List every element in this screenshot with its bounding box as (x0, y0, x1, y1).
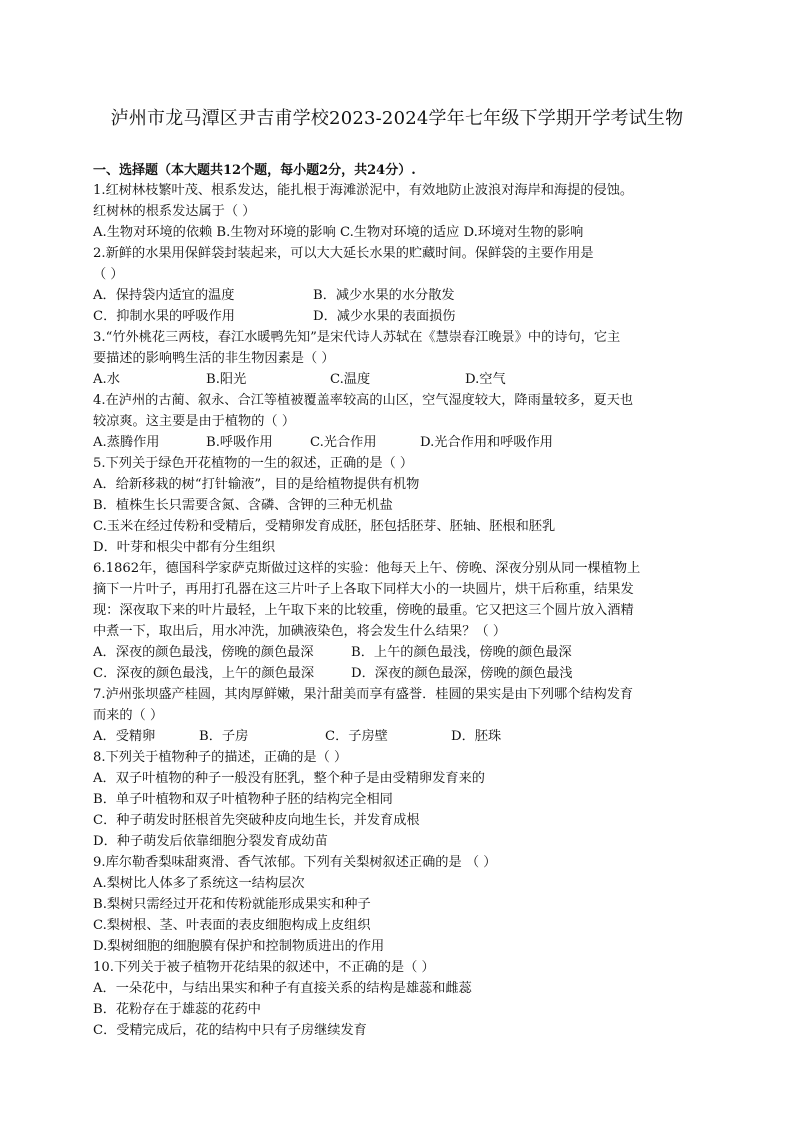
q10-option-b: B．花粉存在于雄蕊的花药中 (93, 1002, 261, 1017)
q5-stem: 5.下列关于绿色开花植物的一生的叙述，正确的是（ ） (93, 456, 414, 471)
q4-option-c: C.光合作用 (310, 435, 377, 450)
q4-option-a: A.蒸腾作用 (93, 435, 160, 450)
q7-option-b: B．子房 (199, 729, 249, 744)
q6-stem-line4: 中煮一下，取出后，用水冲洗，加碘液染色，将会发生什么结果？（ ） (93, 624, 507, 639)
q3-option-c: C.温度 (330, 372, 371, 387)
q9-option-d: D.梨树细胞的细胞膜有保护和控制物质进出的作用 (93, 939, 385, 954)
q6-options-row2 (93, 663, 693, 684)
q6-options-row1 (93, 642, 693, 663)
q8-option-b: B．单子叶植物和双子叶植物种子胚的结构完全相同 (93, 792, 393, 807)
question-list (93, 180, 693, 1041)
q7-stem-line2: 而来的（ ） (93, 708, 164, 723)
q2-options-row1 (93, 285, 693, 306)
q8-option-c: C．种子萌发时胚根首先突破种皮向地生长，并发育成根 (93, 813, 420, 828)
q7-stem-line1: 7.泸州张坝盛产桂圆，其肉厚鲜嫩，果汁甜美而享有盛誉．桂圆的果实是由下列哪个结构发育 (93, 687, 634, 702)
q4-options (93, 432, 693, 453)
document-title: 泸州市龙马潭区尹吉甫学校2023-2024学年七年级下学期开学考试生物 (110, 108, 684, 129)
q7-options (93, 726, 693, 747)
q5-option-c: C.玉米在经过传粉和受精后，受精卵发育成胚，胚包括胚芽、胚轴、胚根和胚乳 (93, 519, 556, 534)
q5-option-b: B．植株生长只需要含氮、含磷、含钾的三种无机盐 (93, 498, 393, 513)
q7-option-d: D．胚珠 (451, 729, 502, 744)
q6-option-b: B．上午的颜色最浅，傍晚的颜色最深 (351, 645, 572, 660)
q4-option-b: B.呼吸作用 (206, 435, 273, 450)
q9-option-a: A.梨树比人体多了系统这一结构层次 (93, 876, 305, 891)
q3-options (93, 369, 693, 390)
q2-option-b: B．减少水果的水分散发 (313, 288, 455, 303)
q10-option-c: C．受精完成后，花的结构中只有子房继续发育 (93, 1023, 367, 1038)
q3-option-a: A.水 (93, 372, 120, 387)
q8-stem: 8.下列关于植物种子的描述，正确的是（ ） (93, 750, 348, 765)
q2-option-c: C．抑制水果的呼吸作用 (93, 309, 235, 324)
q2-stem-line1: 2.新鲜的水果用保鲜袋封装起来，可以大大延长水果的贮藏时间。保鲜袋的主要作用是 (93, 246, 594, 261)
q4-option-d: D.光合作用和呼吸作用 (420, 435, 553, 450)
q4-stem-line1: 4.在泸州的古蔺、叙永、合江等植被覆盖率较高的山区，空气湿度较大，降雨量较多，夏天也 (93, 393, 634, 408)
q3-option-b: B.阳光 (206, 372, 247, 387)
q5-option-a: A．给新移栽的树“打针输液”，目的是给植物提供有机物 (93, 477, 420, 492)
q9-stem: 9.库尔勒香梨味甜爽滑、香气浓郁。下列有关梨树叙述正确的是 （ ） (93, 855, 497, 870)
q10-stem: 10.下列关于被子植物开花结果的叙述中，不正确的是（ ） (93, 960, 435, 975)
q2-option-d: D．减少水果的表面损伤 (313, 309, 456, 324)
q8-option-a: A．双子叶植物的种子一般没有胚乳，整个种子是由受精卵发育来的 (93, 771, 485, 786)
q10-option-a: A．一朵花中，与结出果实和种子有直接关系的结构是雄蕊和雌蕊 (93, 981, 472, 996)
q3-stem-line2: 要描述的影响鸭生活的非生物因素是（ ） (93, 351, 335, 366)
q2-stem-line2: （ ） (93, 267, 124, 282)
q6-stem-line1: 6.1862年，德国科学家萨克斯做过这样的实验：他每天上午、傍晚、深夜分别从同一棵植物上 (93, 561, 641, 576)
q6-stem-line3: 现：深夜取下来的叶片最轻，上午取下来的比较重，傍晚的最重。它又把这三个圆片放入酒精 (93, 603, 634, 618)
q3-option-d: D.空气 (465, 372, 506, 387)
q9-option-c: C.梨树根、茎、叶表面的表皮细胞构成上皮组织 (93, 918, 371, 933)
q7-option-c: C．子房壁 (325, 729, 388, 744)
q4-stem-line2: 较凉爽。这主要是由于植物的（ ） (93, 414, 296, 429)
q6-option-a: A．深夜的颜色最浅，傍晚的颜色最深 (93, 645, 314, 660)
section-heading: 一、选择题（本大题共12个题，每小题2分，共24分）. (93, 163, 416, 178)
q8-option-d: D．种子萌发后依靠细胞分裂发育成幼苗 (93, 834, 328, 849)
q6-option-d: D．深夜的颜色最深，傍晚的颜色最浅 (351, 666, 573, 681)
q3-stem-line1: 3.“竹外桃花三两枝，春江水暖鸭先知”是宋代诗人苏轼在《慧崇春江晚景》中的诗句，它主 (93, 330, 621, 345)
q2-options-row2 (93, 306, 693, 327)
q6-option-c: C．深夜的颜色最浅，上午的颜色最深 (93, 666, 315, 681)
q6-stem-line2: 摘下一片叶子，再用打孔器在这三片叶子上各取下同样大小的一块圆片，烘干后称重，结果发 (93, 582, 634, 597)
q5-option-d: D．叶芽和根尖中都有分生组织 (93, 540, 276, 555)
q1-stem-line2: 红树林的根系发达属于（ ） (93, 204, 256, 219)
q9-option-b: B.梨树只需经过开花和传粉就能形成果实和种子 (93, 897, 371, 912)
q2-option-a: A．保持袋内适宜的温度 (93, 288, 235, 303)
q1-options: A.生物对环境的依赖 B.生物对环境的影响 C.生物对环境的适应 D.环境对生物的影响 (93, 225, 584, 240)
q7-option-a: A．受精卵 (93, 729, 156, 744)
q1-stem-line1: 1.红树林枝繁叶茂、根系发达，能扎根于海滩淤泥中，有效地防止波浪对海岸和海提的侵蚀。 (93, 183, 634, 198)
